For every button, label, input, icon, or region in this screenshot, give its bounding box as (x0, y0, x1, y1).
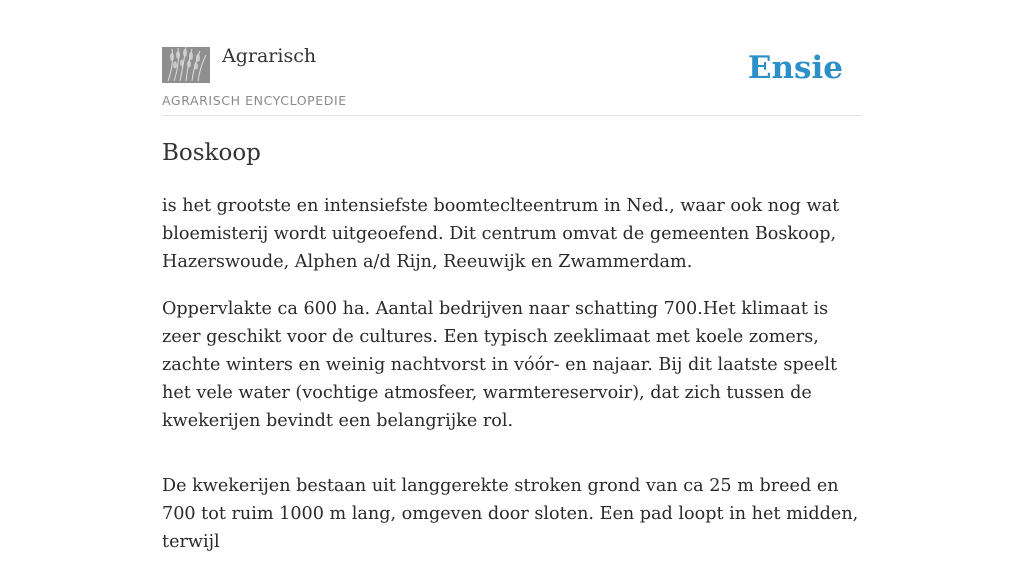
article-title: Boskoop (162, 140, 261, 166)
site-subtitle: AGRARISCH ENCYCLOPEDIE (162, 93, 347, 108)
article-paragraph: De kwekerijen bestaan uit langgerekte stroken grond van ca 25 m breed en 700 tot ruim 1000 m lang, omgeven door sloten. Een pad loopt in het midden, terwijl (162, 476, 859, 552)
article-paragraph: is het grootste en intensiefste boomteclteentrum in Ned., waar ook nog wat bloemisterij wordt uitgeoefend. Dit centrum omvat de gemeenten Boskoop, Hazerswoude, Alphen a/d Rijn, Reeuwijk en Zwammerdam. (162, 196, 840, 272)
wheat-logo-icon[interactable] (162, 47, 210, 83)
site-header (162, 0, 862, 116)
ensie-brand-link[interactable]: Ensie (747, 50, 843, 86)
article-paragraph: Oppervlakte ca 600 ha. Aantal bedrijven naar schatting 700.Het klimaat is zeer geschikt voor de cultures. Een typisch zeeklimaat met koele zomers, zachte winters en weinig nachtvorst in vóór- en najaar. Bij dit laatste speelt het vele water (vochtige atmosfeer, warmtereservoir), dat zich tussen de kwekerijen bevindt een belangrijke rol. (162, 299, 838, 431)
main-container (162, 0, 862, 552)
site-name[interactable]: Agrarisch (222, 45, 317, 67)
article-body (162, 192, 862, 575)
